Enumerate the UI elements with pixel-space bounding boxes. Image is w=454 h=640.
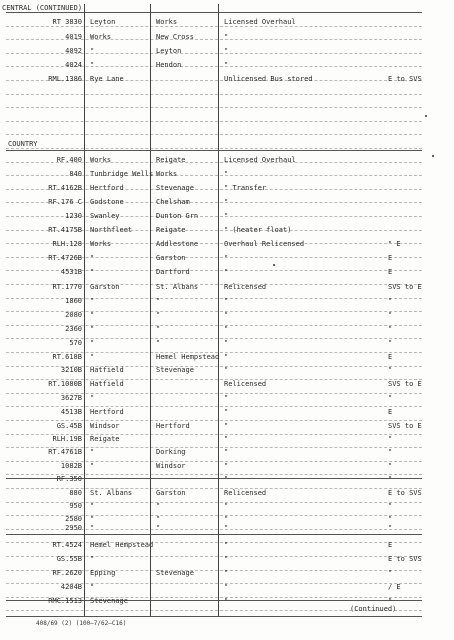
remark-text: " [388,597,393,605]
from-location: Works [90,240,112,248]
vehicle-code: RF.400 [56,156,82,164]
ruled-line [6,134,422,135]
vehicle-code: 950 [69,502,82,510]
from-location: St. Albans [90,489,133,497]
vehicle-code: RML.1386 [48,75,82,83]
to-location: Addlestone [156,240,199,248]
to-location: Hemel Hempstead [156,353,220,361]
from-location: " [90,325,95,333]
table-row [0,323,454,335]
table-row [0,59,454,71]
to-location: Chelsham [156,198,190,206]
action-text: " [224,311,229,319]
vehicle-code: 4531B [60,268,82,276]
vehicle-code: RT.4175B [48,226,82,234]
from-location: Northfleet [90,226,133,234]
remark-text: E [388,268,393,276]
section-rule [6,534,422,535]
vehicle-code: 570 [69,339,82,347]
action-text: " [224,339,229,347]
remark-text: " [388,297,393,305]
remark-text: " E [388,240,401,248]
from-location: " [90,462,95,470]
from-location: Hatfield [90,366,124,374]
section-header-country: COUNTRY [8,140,38,148]
table-row [0,446,454,458]
remark-text: E [388,353,393,361]
action-text: " Transfer [224,184,267,192]
table-row [0,31,454,43]
table-row [0,45,454,57]
table-row [0,309,454,321]
from-location: Leyton [90,18,116,26]
table-row [0,581,454,593]
from-location: Swanley [90,212,120,220]
to-location: Windsor [156,462,186,470]
remark-text: " [388,325,393,333]
to-location: Dunton Grn [156,212,199,220]
remark-text: " [388,569,393,577]
from-location: " [90,353,95,361]
remark-text: E to SVS [388,75,422,83]
action-text: " [224,366,229,374]
section-rule [6,150,422,151]
vehicle-code: 1230 [65,212,82,220]
to-location: Stevenage [156,569,194,577]
table-row [0,406,454,418]
from-location: Reigate [90,435,120,443]
vehicle-code: RMC.1513 [48,597,82,605]
vehicle-code: 4204B [60,583,82,591]
section-rule [6,12,422,13]
remark-text: " [388,435,393,443]
vehicle-code: 2580 [65,515,82,523]
action-text: " [224,297,229,305]
vehicle-code: 840 [69,170,82,178]
to-location: " [156,339,161,347]
remark-text: E to SVS [388,489,422,497]
remark-text: " [388,462,393,470]
table-row [0,252,454,264]
to-location: Stevenage [156,184,194,192]
from-location: Windsor [90,422,120,430]
remark-text: E [388,408,393,416]
remark-text: SVS to E [388,422,422,430]
from-location: Hemel Hempstead [90,541,154,549]
from-location: Works [90,156,112,164]
to-location: " [156,325,161,333]
action-text: Relicensed [224,489,267,497]
to-location: Reigate [156,156,186,164]
table-row [0,168,454,180]
vehicle-code: RF.2620 [52,569,82,577]
action-text: " [224,502,229,510]
remark-text: " [388,502,393,510]
action-text: Licensed Overhaul [224,156,296,164]
action-text: " [224,422,229,430]
from-location: Epping [90,569,116,577]
to-location: Reigate [156,226,186,234]
remark-text: SVS to E [388,283,422,291]
table-row [0,553,454,565]
remark-text: " [388,524,393,532]
remark-text: " [388,448,393,456]
remark-text: " [388,515,393,523]
action-text: " [224,555,229,563]
from-location: " [90,515,95,523]
from-location: " [90,448,95,456]
to-location: Garston [156,254,186,262]
action-text: " [224,408,229,416]
vehicle-code: RT.4162B [48,184,82,192]
action-text: Unlicensed Bus stored [224,75,313,83]
section-rule [6,616,422,617]
action-text: " [224,394,229,402]
vehicle-code: 2360 [65,325,82,333]
table-row [0,378,454,390]
section-header-central: CENTRAL (CONTINUED) [2,4,83,12]
action-text: " [224,33,229,41]
from-location: " [90,254,95,262]
table-row [0,210,454,222]
to-location: St. Albans [156,283,199,291]
table-row [0,567,454,579]
vehicle-code: RLH.128 [52,240,82,248]
to-location: " [156,502,161,510]
from-location: Tunbridge Wells [90,170,154,178]
action-text: " [224,569,229,577]
from-location: Godstone [90,198,124,206]
vehicle-code: 2950 [65,524,82,532]
from-location: Rye Lane [90,75,124,83]
from-location: " [90,394,95,402]
action-text: Licensed Overhaul [224,18,296,26]
action-text: " [224,597,229,605]
to-location: Hendon [156,61,182,69]
table-row [0,224,454,236]
action-text: " [224,254,229,262]
table-row [0,420,454,432]
remark-text: " [388,311,393,319]
vehicle-code: RT.618B [52,353,82,361]
vehicle-code: RT.1770 [52,283,82,291]
vehicle-code: RT.1080B [48,380,82,388]
from-location: Works [90,33,112,41]
action-text: " [224,462,229,470]
table-row [0,364,454,376]
remark-text: E to SVS [388,555,422,563]
table-row [0,487,454,499]
action-text: " [224,170,229,178]
vehicle-code: 4024 [65,61,82,69]
vehicle-code: RF.176 C [48,198,82,206]
vehicle-code: RT.4726B [48,254,82,262]
table-row [0,460,454,472]
vehicle-code: 4092 [65,47,82,55]
action-text: " [224,198,229,206]
from-location: Hertford [90,184,124,192]
table-row [0,539,454,551]
action-text: " [224,353,229,361]
action-text: " [224,61,229,69]
action-text: " [224,448,229,456]
vehicle-code: 4019 [65,33,82,41]
to-location: Leyton [156,47,182,55]
from-location: " [90,297,95,305]
action-text: " [224,268,229,276]
remark-text: SVS to E [388,380,422,388]
table-row [0,238,454,250]
form-footer: 408/69 (2) (100—7/62—C16) [36,620,127,627]
from-location: " [90,502,95,510]
table-row [0,295,454,307]
ruled-line [6,121,422,122]
from-location: " [90,524,95,532]
from-location: " [90,47,95,55]
action-text: " [224,212,229,220]
to-location: " [156,515,161,523]
from-location: Hertford [90,408,124,416]
ruled-line [6,107,422,108]
vehicle-code: RT.4524 [52,541,82,549]
to-location: Dartford [156,268,190,276]
table-row [0,500,454,512]
remark-text: E [388,541,393,549]
from-location: " [90,555,95,563]
table-row [0,154,454,166]
vehicle-code: 880 [69,489,82,497]
table-row [0,281,454,293]
vehicle-code: GS.55B [56,555,82,563]
action-text: " [224,325,229,333]
action-text: Relicensed [224,283,267,291]
table-row [0,196,454,208]
from-location: Garston [90,283,120,291]
action-text: " [224,515,229,523]
ruled-line [6,148,422,149]
from-location: " [90,268,95,276]
from-location: Stevenage [90,597,128,605]
remark-text: " [388,339,393,347]
table-row [0,266,454,278]
table-row [0,337,454,349]
continued-label: (Continued) [350,605,397,613]
vehicle-code: RT.4761B [48,448,82,456]
vehicle-code: 1082B [60,462,82,470]
vehicle-code: 2080 [65,311,82,319]
ink-speck [273,264,275,266]
action-text: " [224,524,229,532]
to-location: " [156,311,161,319]
vehicle-code: RF.350 [56,475,82,483]
remark-text: " [388,394,393,402]
to-location: Stevenage [156,366,194,374]
from-location: Hatfield [90,380,124,388]
remark-text: / E [388,583,401,591]
to-location: " [156,524,161,532]
to-location: Hertford [156,422,190,430]
to-location: Works [156,18,178,26]
ink-speck [425,115,427,117]
from-location: " [90,61,95,69]
action-text: " [224,541,229,549]
remark-text: " [388,475,393,483]
action-text: " [224,475,229,483]
ruled-line [6,94,422,95]
table-row [0,473,454,485]
to-location: " [156,297,161,305]
to-location: Dorking [156,448,186,456]
vehicle-code: GS.45B [56,422,82,430]
vehicle-code: RT 3830 [52,18,82,26]
vehicle-code: 3210B [60,366,82,374]
vehicle-code: 3627B [60,394,82,402]
action-text: Overhaul Relicensed [224,240,305,248]
to-location: Garston [156,489,186,497]
from-location: " [90,583,95,591]
table-row [0,351,454,363]
to-location: New Cross [156,33,194,41]
remark-text: E [388,254,393,262]
table-row [0,433,454,445]
from-location: " [90,339,95,347]
vehicle-code: RLH.19B [52,435,82,443]
vehicle-code: 1860 [65,297,82,305]
action-text: " [224,435,229,443]
action-text: Relicensed [224,380,267,388]
action-text: " (heater float) [224,226,292,234]
table-row [0,73,454,85]
to-location: Works [156,170,178,178]
action-text: " [224,47,229,55]
vehicle-code: 4513B [60,408,82,416]
remark-text: " [388,366,393,374]
action-text: " [224,583,229,591]
table-row [0,182,454,194]
table-row [0,522,454,534]
ink-speck [432,155,434,157]
table-row [0,392,454,404]
table-row [0,16,454,28]
from-location: " [90,311,95,319]
